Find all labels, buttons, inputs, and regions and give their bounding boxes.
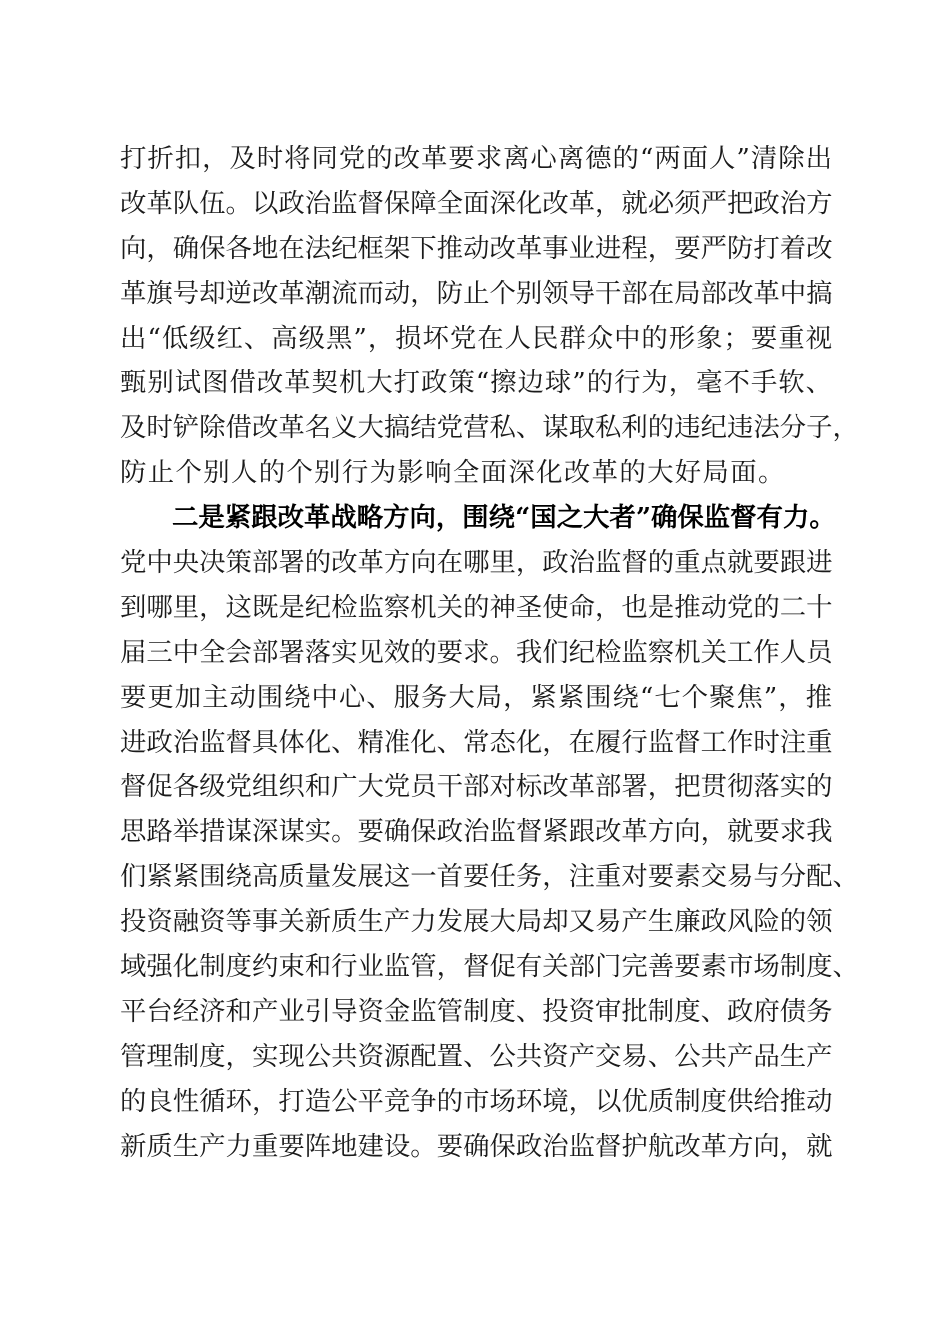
text-line: 及时铲除借改革名义大搞结党营私、谋取私利的违纪违法分子， — [120, 412, 859, 444]
text-line: 们紧紧围绕高质量发展这一首要任务，注重对要素交易与分配、 — [120, 861, 859, 893]
text-line: 域强化制度约束和行业监管，督促有关部门完善要素市场制度、 — [120, 951, 859, 983]
text-line: 到哪里，这既是纪检监察机关的神圣使命，也是推动党的二十 — [120, 591, 833, 623]
text-line: 投资融资等事关新质生产力发展大局却又易产生廉政风险的领 — [120, 906, 833, 938]
text-line: 的良性循环，打造公平竞争的市场环境，以优质制度供给推动 — [120, 1085, 833, 1117]
text-line: 出“低级红、高级黑”，损坏党在人民群众中的形象；要重视 — [120, 322, 832, 354]
document-body — [120, 137, 859, 1169]
paragraph-continued — [120, 137, 859, 496]
section-heading: 二是紧跟改革战略方向，围绕“国之大者”确保监督有力。 — [172, 502, 836, 534]
text-line: 防止个别人的个别行为影响全面深化改革的大好局面。 — [120, 457, 786, 489]
text-line: 督促各级党组织和广大党员干部对标改革部署，把贯彻落实的 — [120, 771, 833, 803]
text-line: 党中央决策部署的改革方向在哪里，政治监督的重点就要跟进 — [120, 547, 833, 579]
text-line: 要更加主动围绕中心、服务大局，紧紧围绕“七个聚焦”，推 — [120, 681, 832, 713]
text-line: 新质生产力重要阵地建设。要确保政治监督护航改革方向，就 — [120, 1130, 833, 1162]
text-line: 思路举措谋深谋实。要确保政治监督紧跟改革方向，就要求我 — [120, 816, 833, 848]
text-line: 进政治监督具体化、精准化、常态化，在履行监督工作时注重 — [120, 726, 833, 758]
text-line: 向，确保各地在法纪框架下推动改革事业进程，要严防打着改 — [120, 232, 833, 264]
text-line: 改革队伍。以政治监督保障全面深化改革，就必须严把政治方 — [120, 187, 833, 219]
paragraph-second-point — [120, 496, 859, 1169]
text-line: 届三中全会部署落实见效的要求。我们纪检监察机关工作人员 — [120, 636, 833, 668]
text-line: 甄别试图借改革契机大打政策“擦边球”的行为，毫不手软、 — [120, 367, 832, 399]
text-line: 打折扣，及时将同党的改革要求离心离德的“两面人”清除出 — [120, 143, 832, 174]
text-line: 管理制度，实现公共资源配置、公共资产交易、公共产品生产 — [120, 1040, 833, 1072]
text-line: 革旗号却逆改革潮流而动，防止个别领导干部在局部改革中搞 — [120, 277, 833, 309]
text-line: 平台经济和产业引导资金监管制度、投资审批制度、政府债务 — [120, 995, 833, 1027]
